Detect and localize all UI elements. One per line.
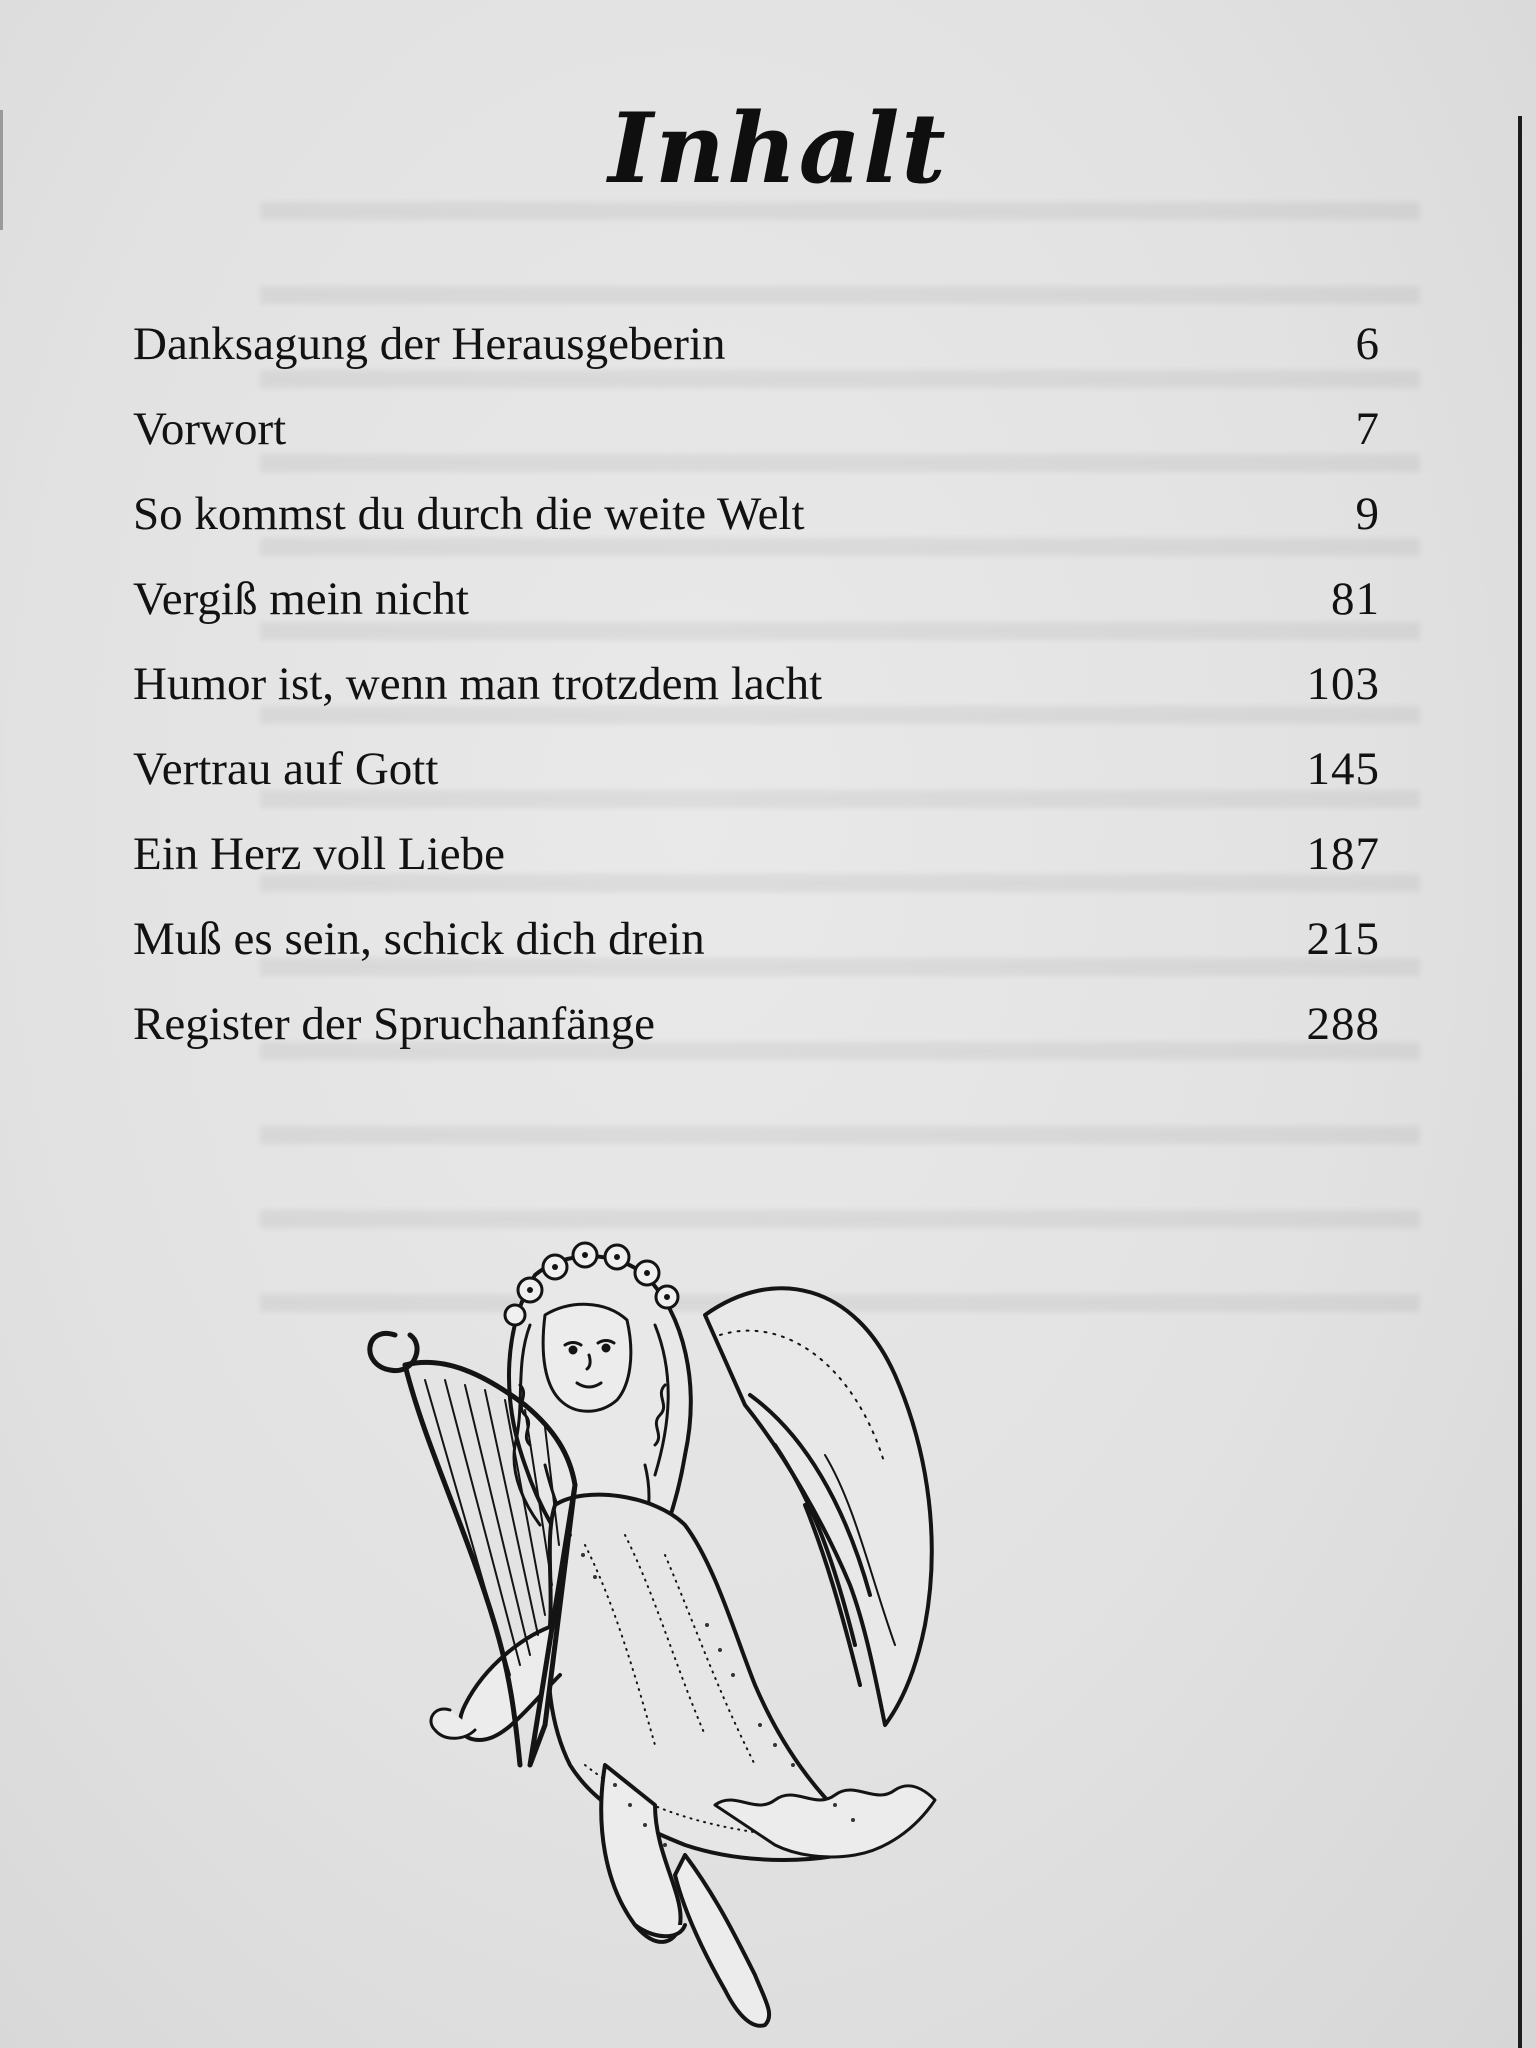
toc-entry-page: 6	[1355, 318, 1380, 370]
toc-entry	[133, 472, 1383, 557]
toc-entry-page: 215	[1306, 913, 1380, 965]
toc-entry-page: 187	[1306, 828, 1380, 880]
toc-entry-page: 145	[1306, 743, 1380, 795]
toc-entry-label: Register der Spruchanfänge	[133, 998, 656, 1050]
toc-entry-label: Muß es sein, schick dich drein	[133, 913, 705, 965]
toc-entry	[133, 812, 1383, 897]
toc-entry-label: Danksagung der Herausgeberin	[133, 318, 726, 370]
toc-entry-page: 288	[1306, 998, 1380, 1050]
page-title: Inhalt	[608, 92, 948, 205]
toc-entry	[133, 727, 1383, 812]
angel-with-harp-icon	[355, 1205, 1075, 2040]
toc-entry-label: Vorwort	[133, 403, 287, 455]
toc-entry-page: 103	[1306, 658, 1380, 710]
toc-entry-label: Humor ist, wenn man trotzdem lacht	[133, 658, 823, 710]
toc-entry	[133, 642, 1383, 727]
toc-entry-page: 81	[1331, 573, 1380, 625]
page-edge-right	[1518, 116, 1522, 2048]
table-of-contents	[133, 302, 1383, 1067]
toc-entry-label: Ein Herz voll Liebe	[133, 828, 505, 880]
toc-entry	[133, 897, 1383, 982]
toc-entry	[133, 982, 1383, 1067]
toc-entry	[133, 302, 1383, 387]
toc-entry-label: Vertrau auf Gott	[133, 743, 439, 795]
toc-entry	[133, 387, 1383, 472]
toc-entry	[133, 557, 1383, 642]
page-edge-left	[0, 110, 3, 230]
toc-entry-page: 9	[1355, 488, 1380, 540]
toc-entry-label: Vergiß mein nicht	[133, 573, 469, 625]
toc-entry-page: 7	[1355, 403, 1380, 455]
toc-entry-label: So kommst du durch die weite Welt	[133, 488, 805, 540]
